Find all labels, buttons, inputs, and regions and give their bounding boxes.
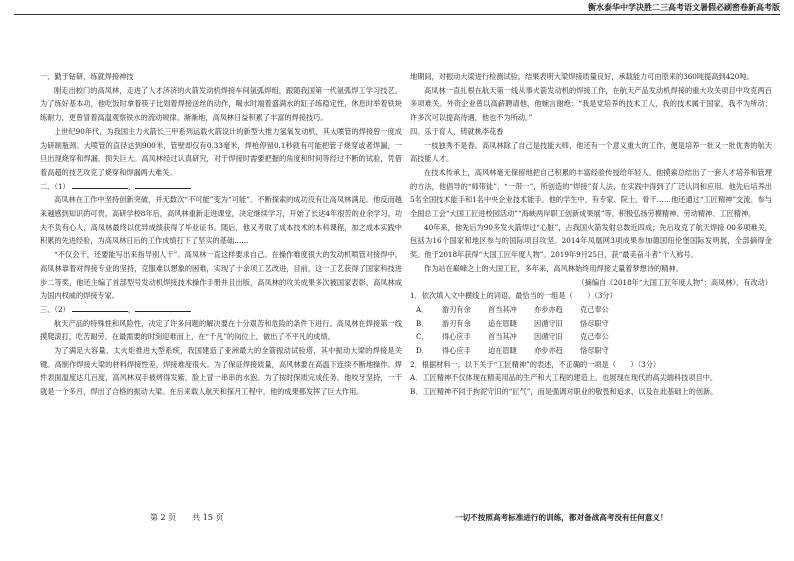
option-word: 得心应手: [442, 332, 471, 342]
answer-blank: [72, 303, 128, 312]
paragraph: 地期间，对振动大梁进行检测试验，结果表明大梁焊接质量良好，承载能力可由原来的360吨提高到420吨。: [410, 72, 754, 81]
paragraph: “不仅会干，还要能写出来指导别人干”。高凤林一直这样要求自己。在操作难度很大的发动机喷管对接焊中，高凤林靠着对焊接专业的坚持，克服难以想象的困难，实现了十余项工艺改进，目前，这一工艺获得了国家科技进步二等奖，他还主编了首部型号发动机焊接技术操作手册并且出版，高凤林的攻关成果多次被国家表彰，高凤林成为国内权威的焊接专家。: [40, 250, 402, 301]
paragraph: 航天产品的特殊性和风险性，决定了许多问题的解决要在十分艰苦和危险的条件下进行。高凤林在焊接第一线摸爬滚打，吃苦耐劳，在最需要的时刻迎难而上，在“千凡”的岗位上，做出了不平凡的成绩。: [40, 318, 402, 342]
option-letter: C．: [416, 332, 429, 342]
option-word: 追在眉睫: [488, 318, 517, 328]
option-word: 亦步亦趋: [534, 346, 563, 356]
paragraph: 高凤林一直扎根在航天第一线从事火箭发动机的焊接工作，在航天产品发动机焊接的重大攻关项目中攻克两百多项难关。外资企业曾以高薪聘请他，他婉言谢绝：“我是党培养的技术工人，我的技术属于国家，我不为所动；许多次可以提高待遇，他也不为所动。”: [410, 85, 772, 123]
option-row: [410, 330, 772, 344]
option-word: 游刃有余: [442, 318, 471, 328]
paragraph: 高凤林在工作中坚持创新突破，并无数次“不可能”变为“可能”。不断探索的成功没有让高凤林满足。他反而越来越感到知识的可贵。高研学校8年后，高风林重新走进课堂，决定继续学习，开始了长达4年很苦的业余学习。功夫不负有心人，高凤林最终以优异成绩获得了毕业证书。随后，他又考取了成本技术的本科课程，加之成本实践中积累的先进经验，为高凤林日后的工作成绩打下了坚实的基础……: [40, 195, 402, 246]
option-word: 克己奉公: [580, 304, 609, 314]
header-rule: [14, 14, 780, 15]
option-letter: A．: [416, 304, 429, 314]
paragraph: 为了满足大容量、太火炬推进大型系统，我国建造了亚洲最大的全箭振动试验塔，其中振动大梁的焊接是关键。高制作焊接大梁的材料焊接性差，焊接难度很大。为了保证焊接质量，高风林要在高温下连续不断地操作。焊件表面温度达几百度，高风林双手被烤得发紫，脸上冒一串串的水泡。为了按时保质完成任务，他咬牙坚持，一干就是一个多月，焊出了合格的振动大梁。在后来载人航天和探月工程中，他的成果都发挥了巨大作用。: [40, 346, 402, 397]
section-heading-4: 四、乐于育人，铸就桃李花香: [410, 126, 504, 136]
section-heading-1: 一、勤于钻研，练就焊接神技: [40, 72, 134, 81]
answer-blank: [135, 180, 191, 189]
page-number: 第 2 页 共 15 页: [150, 513, 224, 522]
paragraph: 一枝独秀不是春。高凤林除了自己是技能大师，他还有一个意义重大的工作，便是培养一批又一批优秀的航天高技能人才。: [410, 140, 772, 164]
paragraph: 刚走出校门的高凤林，走进了人才济济的火箭发动机焊接车间氩弧焊组，跟随我国第一代氩弧焊工学习技艺。为了练好基本功，他吃饭时拿着筷子比划着焊接送丝的动作，喝水时端着盛满水的缸子练稳定性，休息时举着铁块练耐力，更曾冒着高温观察铁水的流动规律。渐渐地，高凤林日益积累了丰富的焊接技巧。: [40, 85, 402, 123]
blank-heading-1: 二、（1） ，: [40, 180, 402, 194]
option-letter: B．: [416, 318, 429, 328]
option-row: [410, 344, 772, 358]
option-row: [410, 303, 772, 317]
option-word: 因循守旧: [534, 318, 563, 328]
answer-blank: [135, 303, 191, 312]
question-2: 2．根据材料一，以下关于“工匠精神”的表述，不正确的一项是（ ）（3分）: [410, 359, 661, 369]
option-word: 首当其冲: [488, 332, 517, 342]
right-column: [410, 70, 772, 399]
option-word: 恪尽职守: [580, 318, 609, 328]
option-word: 克己奉公: [580, 332, 609, 342]
option-list: [410, 303, 772, 358]
answer-blank: [72, 180, 128, 189]
paragraph: 作为站在巅峰之上的大国工匠，多年来，高风林始终用焊接丈量着梦想诗的精神。: [424, 263, 683, 273]
option-row: [410, 317, 772, 331]
option-a: A．工匠精神不仅体现在精美用品的生产和大工程的建造上，也展现在现代的高尖端科技项目中。: [410, 373, 718, 383]
option-word: 迫在眉睫: [488, 346, 517, 356]
question-1: 1．依次填入文中横线上的词语，最恰当的一组是（ ）（3分）: [410, 291, 617, 301]
option-word: 亦步亦趋: [534, 304, 563, 314]
source-note: （摘编自《2018年“大国工匠年度人物”：高凤林》，有改动）: [577, 277, 772, 287]
option-word: 恪尽职守: [580, 346, 609, 356]
footer-slogan: 一切不按照高考标准进行的训练，都对备战高考没有任何意义！: [455, 513, 668, 522]
paragraph: 上世纪90年代，为我国主力火箭长三甲系列运载火箭设计的新型大推力氢氧发动机，其大喷管的焊接曾一度成为研制瓶颈。大喷管的直径达到900米，管壁却仅有0.33毫米，焊枪停留0.1秒就有可能把管子烧穿或者焊漏，一旦出现烧穿和焊漏，损失巨大。高凤林经过认真研究，对于焊接时需要把握的角度和时间等经过不断的试验，凭借着高超的技艺攻克了烧穿和焊漏两大难关。: [40, 126, 402, 177]
left-column: [40, 70, 402, 399]
option-word: 首当其冲: [488, 304, 517, 314]
option-word: 因循守旧: [534, 332, 563, 342]
option-word: 游刃有余: [442, 304, 471, 314]
blank-heading-2: 三、（2） ，: [40, 303, 402, 317]
page-header: 衡水泰华中学决胜二三高考语文暑假必刷密卷新高考版: [588, 3, 780, 12]
option-letter: D．: [416, 346, 429, 356]
paragraph: 在技术传承上，高风林毫无保留地把自己积累的丰富经验传授给年轻人。他摸索总结出了一套人才培养和管理的方法，他倡导的“师带徒”、“一带一”，所创造的“焊接”育人法，在实践中得到了广泛认同和应用。他先后培养出5名全国技术能手和1名中央企业技术能手。他的学生中，有专家、院士、骨干……他还通过“工匠精神”交流、参与全国总工会“大国工匠进校园活动”“海峡两岸职工创新成果展”等，积极弘扬劳模精神、劳动精神、工匠精神。: [410, 167, 772, 219]
option-word: 得心应手: [442, 346, 471, 356]
paragraph: 40年来，他先后为90多发火箭焊过“心脏”，占我国火箭发射总数近四成；先后攻克了航天焊接 00多项难关，包括为16个国家和地区参与的国际项目攻坚。2014年凤凰网3项成果参加德国纽伦堡国际发明展，全部摘得金奖。他于2018年获得“大国工匠年度人物”。2019年9月25日，获“最美奋斗者”个人称号。: [410, 222, 772, 260]
option-b: B．工匠精神不同于拘泥守旧的“匠气”，而是强调对职业的敬畏和追求，以及在此基础上的创新。: [410, 387, 718, 397]
